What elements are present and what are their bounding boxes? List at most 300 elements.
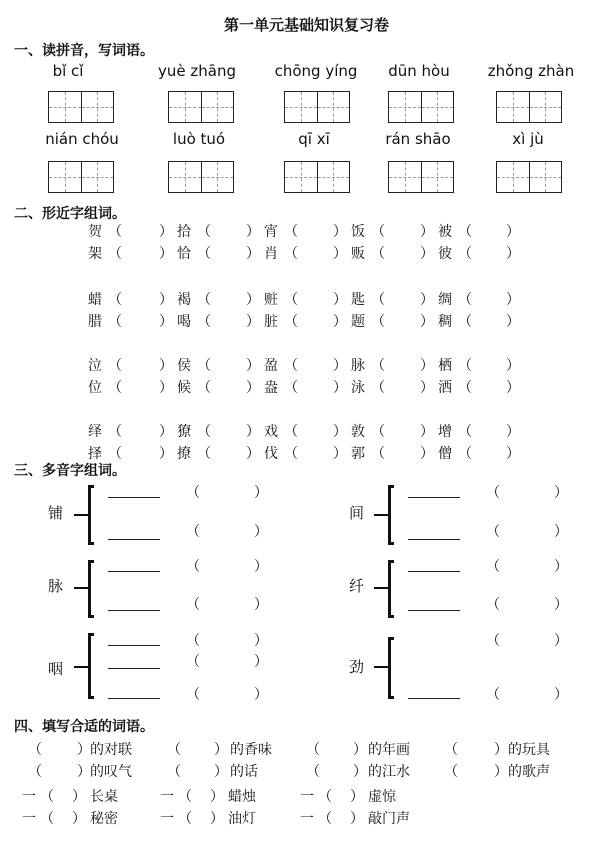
pinyin-5: zhǒng zhàn xyxy=(487,62,575,80)
similar-char: 伐 xyxy=(264,446,278,462)
brace-hook xyxy=(388,485,394,488)
answer-line[interactable] xyxy=(408,698,460,699)
paren-open: （ xyxy=(486,687,500,703)
paren-open: （ xyxy=(108,358,122,374)
answer-blank[interactable] xyxy=(298,221,333,239)
paren-open: （ xyxy=(458,358,472,374)
brace-stem xyxy=(74,666,88,668)
paren-close: ） xyxy=(554,485,568,501)
paren-open: （ xyxy=(284,292,298,308)
answer-blank[interactable] xyxy=(385,355,420,373)
paren-close: ） xyxy=(420,224,434,240)
paren-open: （ xyxy=(40,811,54,827)
paren-open: （ xyxy=(284,358,298,374)
answer-line[interactable] xyxy=(108,610,160,611)
similar-char: 拾 xyxy=(177,224,191,240)
answer-blank[interactable] xyxy=(298,355,333,373)
answer-blank[interactable] xyxy=(122,355,159,373)
paren-close: ） xyxy=(333,224,347,240)
yi-char: 一 xyxy=(22,811,36,827)
brace-stem xyxy=(374,587,388,589)
answer-line[interactable] xyxy=(108,698,160,699)
paren-open: （ xyxy=(318,789,332,805)
paren-close: ） xyxy=(246,358,260,374)
writing-box[interactable] xyxy=(168,91,234,123)
paren-open: （ xyxy=(284,380,298,396)
answer-blank[interactable] xyxy=(320,761,353,779)
similar-char: 褐 xyxy=(177,292,191,308)
paren-open: （ xyxy=(444,764,458,780)
similar-char: 择 xyxy=(88,446,102,462)
similar-char: 题 xyxy=(351,314,365,330)
similar-char: 饭 xyxy=(351,224,365,240)
paren-close: ） xyxy=(494,742,508,758)
answer-line[interactable] xyxy=(108,645,160,646)
yi-char: 一 xyxy=(22,789,36,805)
answer-blank[interactable] xyxy=(298,289,333,307)
paren-open: （ xyxy=(108,380,122,396)
paren-close: ） xyxy=(210,789,224,805)
pinyin-1: bǐ cǐ xyxy=(52,62,84,80)
paren-open: （ xyxy=(486,524,500,540)
brace-hook xyxy=(88,696,94,699)
paren-open: （ xyxy=(371,358,385,374)
answer-blank[interactable] xyxy=(472,377,506,395)
paren-open: （ xyxy=(444,742,458,758)
answer-blank[interactable] xyxy=(472,221,506,239)
answer-blank[interactable] xyxy=(122,421,159,439)
answer-blank[interactable] xyxy=(472,443,506,461)
paren-close: ） xyxy=(420,292,434,308)
answer-line[interactable] xyxy=(108,497,160,498)
paren-close: ） xyxy=(159,446,173,462)
phrase-text: 虚惊 xyxy=(368,789,396,805)
paren-open: （ xyxy=(371,224,385,240)
similar-char: 架 xyxy=(88,246,102,262)
brace-stem xyxy=(374,666,388,668)
paren-close: ） xyxy=(246,246,260,262)
paren-close: ） xyxy=(159,246,173,262)
paren-close: ） xyxy=(350,789,364,805)
paren-close: ） xyxy=(353,742,367,758)
paren-open: （ xyxy=(371,314,385,330)
similar-char: 栖 xyxy=(438,358,452,374)
answer-line[interactable] xyxy=(408,539,460,540)
answer-blank[interactable] xyxy=(42,761,77,779)
phrase-text: 长桌 xyxy=(90,789,118,805)
similar-char: 侯 xyxy=(177,358,191,374)
answer-line[interactable] xyxy=(108,571,160,572)
similar-char: 腊 xyxy=(88,314,102,330)
paren-open: （ xyxy=(197,424,211,440)
phrase-text: 的玩具 xyxy=(508,742,550,758)
paren-close: ） xyxy=(214,742,228,758)
phrase-text: 蜡烛 xyxy=(228,789,256,805)
paren-close: ） xyxy=(254,654,268,670)
answer-blank[interactable] xyxy=(298,421,333,439)
phrase-text: 油灯 xyxy=(228,811,256,827)
answer-blank[interactable] xyxy=(458,739,494,757)
paren-open: （ xyxy=(167,742,181,758)
pinyin-2: yuè zhāng xyxy=(158,62,236,80)
similar-char: 郭 xyxy=(351,446,365,462)
section-2-heading: 二、形近字组词。 xyxy=(14,206,126,222)
yi-char: 一 xyxy=(300,789,314,805)
similar-char: 匙 xyxy=(351,292,365,308)
writing-box[interactable] xyxy=(388,91,454,123)
paren-open: （ xyxy=(108,292,122,308)
brace xyxy=(388,560,391,618)
writing-box[interactable] xyxy=(496,161,562,193)
paren-close: ） xyxy=(159,224,173,240)
paren-close: ） xyxy=(254,485,268,501)
answer-blank[interactable] xyxy=(211,311,246,329)
answer-blank[interactable] xyxy=(472,243,506,261)
paren-open: （ xyxy=(458,446,472,462)
paren-close: ） xyxy=(254,597,268,613)
paren-open: （ xyxy=(167,764,181,780)
pinyin-9: rán shāo xyxy=(385,130,451,148)
answer-blank[interactable] xyxy=(332,786,350,804)
answer-blank[interactable] xyxy=(122,443,159,461)
phrase-text: 的香味 xyxy=(230,742,272,758)
brace-hook xyxy=(388,637,394,640)
paren-open: （ xyxy=(284,446,298,462)
duoyin-char: 间 xyxy=(349,504,365,522)
section-4-heading: 四、填写合适的词语。 xyxy=(14,719,154,735)
paren-close: ） xyxy=(494,764,508,780)
duoyin-char: 铺 xyxy=(48,504,64,522)
paren-open: （ xyxy=(28,764,42,780)
paren-close: ） xyxy=(333,446,347,462)
paren-close: ） xyxy=(350,811,364,827)
paren-open: （ xyxy=(486,633,500,649)
brace xyxy=(88,485,91,545)
paren-close: ） xyxy=(554,687,568,703)
answer-blank[interactable] xyxy=(211,289,246,307)
paren-open: （ xyxy=(197,292,211,308)
paren-open: （ xyxy=(458,292,472,308)
section-1-heading: 一、读拼音，写词语。 xyxy=(14,43,154,59)
pinyin-7: luò tuó xyxy=(172,130,226,148)
answer-blank[interactable] xyxy=(122,377,159,395)
paren-close: ） xyxy=(554,524,568,540)
paren-open: （ xyxy=(306,764,320,780)
phrase-text: 的叹气 xyxy=(90,764,132,780)
answer-line[interactable] xyxy=(408,497,460,498)
paren-close: ） xyxy=(506,380,520,396)
paren-open: （ xyxy=(197,246,211,262)
paren-close: ） xyxy=(246,446,260,462)
paren-close: ） xyxy=(506,358,520,374)
brace-hook xyxy=(88,542,94,545)
paren-close: ） xyxy=(420,380,434,396)
page-title: 第一单元基础知识复习卷 xyxy=(223,16,389,34)
paren-open: （ xyxy=(197,358,211,374)
similar-char: 彼 xyxy=(438,246,452,262)
paren-open: （ xyxy=(186,597,200,613)
paren-close: ） xyxy=(333,380,347,396)
duoyin-char: 劲 xyxy=(349,658,365,676)
brace-hook xyxy=(88,560,94,563)
answer-blank[interactable] xyxy=(122,289,159,307)
similar-char: 泳 xyxy=(351,380,365,396)
paren-open: （ xyxy=(318,811,332,827)
answer-blank[interactable] xyxy=(298,311,333,329)
paren-open: （ xyxy=(197,314,211,330)
phrase-text: 的话 xyxy=(230,764,258,780)
similar-char: 撩 xyxy=(177,446,191,462)
pinyin-8: qī xī xyxy=(298,130,330,148)
answer-blank[interactable] xyxy=(298,443,333,461)
paren-close: ） xyxy=(246,292,260,308)
paren-close: ） xyxy=(214,764,228,780)
similar-char: 洒 xyxy=(438,380,452,396)
writing-box[interactable] xyxy=(168,161,234,193)
yi-char: 一 xyxy=(300,811,314,827)
similar-char: 绎 xyxy=(88,424,102,440)
paren-open: （ xyxy=(371,292,385,308)
section-3-heading: 三、多音字组词。 xyxy=(14,463,126,479)
writing-box[interactable] xyxy=(284,91,350,123)
paren-open: （ xyxy=(486,559,500,575)
answer-blank[interactable] xyxy=(472,421,506,439)
paren-close: ） xyxy=(159,314,173,330)
paren-close: ） xyxy=(506,424,520,440)
answer-blank[interactable] xyxy=(122,221,159,239)
similar-char: 戏 xyxy=(264,424,278,440)
paren-close: ） xyxy=(159,424,173,440)
similar-char: 盎 xyxy=(264,380,278,396)
paren-close: ） xyxy=(420,246,434,262)
paren-open: （ xyxy=(371,380,385,396)
answer-line[interactable] xyxy=(408,571,460,572)
paren-close: ） xyxy=(72,789,86,805)
paren-close: ） xyxy=(254,559,268,575)
paren-close: ） xyxy=(506,314,520,330)
writing-box[interactable] xyxy=(48,91,114,123)
paren-close: ） xyxy=(420,424,434,440)
paren-close: ） xyxy=(159,358,173,374)
answer-blank[interactable] xyxy=(181,739,214,757)
answer-blank[interactable] xyxy=(54,808,72,826)
answer-blank[interactable] xyxy=(181,761,214,779)
similar-char: 喝 xyxy=(177,314,191,330)
brace-hook xyxy=(88,485,94,488)
answer-blank[interactable] xyxy=(385,421,420,439)
paren-open: （ xyxy=(178,789,192,805)
answer-blank[interactable] xyxy=(385,377,420,395)
writing-box[interactable] xyxy=(284,161,350,193)
paren-open: （ xyxy=(108,314,122,330)
similar-char: 肖 xyxy=(264,246,278,262)
paren-close: ） xyxy=(554,597,568,613)
paren-open: （ xyxy=(197,446,211,462)
duoyin-char: 脉 xyxy=(48,577,64,595)
yi-char: 一 xyxy=(160,789,174,805)
similar-char: 脉 xyxy=(351,358,365,374)
similar-char: 候 xyxy=(177,380,191,396)
similar-char: 獠 xyxy=(177,424,191,440)
writing-box[interactable] xyxy=(48,161,114,193)
paren-open: （ xyxy=(186,524,200,540)
brace xyxy=(88,633,91,699)
phrase-text: 的对联 xyxy=(90,742,132,758)
answer-blank[interactable] xyxy=(211,243,246,261)
paren-open: （ xyxy=(306,742,320,758)
similar-char: 僧 xyxy=(438,446,452,462)
similar-char: 赃 xyxy=(264,292,278,308)
paren-open: （ xyxy=(186,559,200,575)
similar-char: 贺 xyxy=(88,224,102,240)
writing-box[interactable] xyxy=(388,161,454,193)
brace-stem xyxy=(374,514,388,516)
answer-blank[interactable] xyxy=(458,761,494,779)
paren-close: ） xyxy=(246,424,260,440)
paren-open: （ xyxy=(108,424,122,440)
paren-open: （ xyxy=(486,485,500,501)
paren-close: ） xyxy=(506,246,520,262)
paren-close: ） xyxy=(333,292,347,308)
paren-open: （ xyxy=(284,314,298,330)
answer-blank[interactable] xyxy=(472,355,506,373)
answer-blank[interactable] xyxy=(211,355,246,373)
paren-open: （ xyxy=(458,380,472,396)
paren-close: ） xyxy=(246,314,260,330)
answer-blank[interactable] xyxy=(385,243,420,261)
paren-open: （ xyxy=(371,424,385,440)
similar-char: 敦 xyxy=(351,424,365,440)
answer-blank[interactable] xyxy=(385,443,420,461)
answer-blank[interactable] xyxy=(298,377,333,395)
paren-open: （ xyxy=(284,424,298,440)
answer-blank[interactable] xyxy=(320,739,353,757)
answer-blank[interactable] xyxy=(122,311,159,329)
brace-hook xyxy=(388,542,394,545)
paren-close: ） xyxy=(506,224,520,240)
similar-char: 蜡 xyxy=(88,292,102,308)
paren-close: ） xyxy=(254,633,268,649)
answer-blank[interactable] xyxy=(298,243,333,261)
answer-blank[interactable] xyxy=(211,443,246,461)
writing-box[interactable] xyxy=(496,91,562,123)
answer-blank[interactable] xyxy=(211,421,246,439)
paren-close: ） xyxy=(333,424,347,440)
similar-char: 泣 xyxy=(88,358,102,374)
paren-open: （ xyxy=(458,424,472,440)
answer-blank[interactable] xyxy=(122,243,159,261)
paren-open: （ xyxy=(108,446,122,462)
paren-close: ） xyxy=(554,633,568,649)
answer-blank[interactable] xyxy=(472,311,506,329)
pinyin-10: xì jù xyxy=(512,130,544,148)
brace xyxy=(388,637,391,699)
brace-hook xyxy=(388,696,394,699)
paren-close: ） xyxy=(353,764,367,780)
answer-blank[interactable] xyxy=(472,289,506,307)
duoyin-char: 纤 xyxy=(349,577,365,595)
similar-char: 被 xyxy=(438,224,452,240)
pinyin-6: nián chóu xyxy=(45,130,119,148)
paren-close: ） xyxy=(333,246,347,262)
paren-close: ） xyxy=(506,292,520,308)
paren-open: （ xyxy=(284,246,298,262)
duoyin-char: 咽 xyxy=(48,660,64,678)
phrase-text: 秘密 xyxy=(90,811,118,827)
yi-char: 一 xyxy=(160,811,174,827)
paren-open: （ xyxy=(186,654,200,670)
answer-line[interactable] xyxy=(408,610,460,611)
paren-open: （ xyxy=(458,224,472,240)
paren-open: （ xyxy=(186,633,200,649)
answer-blank[interactable] xyxy=(192,808,210,826)
answer-blank[interactable] xyxy=(192,786,210,804)
similar-char: 绸 xyxy=(438,292,452,308)
similar-char: 恰 xyxy=(177,246,191,262)
brace-hook xyxy=(88,633,94,636)
paren-close: ） xyxy=(554,559,568,575)
paren-open: （ xyxy=(284,224,298,240)
brace-hook xyxy=(388,615,394,618)
brace xyxy=(88,560,91,618)
paren-open: （ xyxy=(108,246,122,262)
answer-line[interactable] xyxy=(108,668,160,669)
paren-close: ） xyxy=(159,292,173,308)
paren-close: ） xyxy=(333,314,347,330)
paren-open: （ xyxy=(458,246,472,262)
answer-blank[interactable] xyxy=(211,377,246,395)
paren-close: ） xyxy=(506,446,520,462)
paren-open: （ xyxy=(458,314,472,330)
paren-open: （ xyxy=(371,446,385,462)
answer-blank[interactable] xyxy=(385,311,420,329)
answer-line[interactable] xyxy=(108,539,160,540)
answer-blank[interactable] xyxy=(54,786,72,804)
paren-open: （ xyxy=(371,246,385,262)
brace-hook xyxy=(388,560,394,563)
brace xyxy=(388,485,391,545)
similar-char: 稠 xyxy=(438,314,452,330)
paren-open: （ xyxy=(108,224,122,240)
phrase-text: 的歌声 xyxy=(508,764,550,780)
similar-char: 位 xyxy=(88,380,102,396)
answer-blank[interactable] xyxy=(42,739,77,757)
paren-close: ） xyxy=(72,811,86,827)
answer-blank[interactable] xyxy=(385,289,420,307)
answer-blank[interactable] xyxy=(332,808,350,826)
similar-char: 盈 xyxy=(264,358,278,374)
pinyin-4: dūn hòu xyxy=(388,62,450,80)
paren-open: （ xyxy=(197,224,211,240)
paren-close: ） xyxy=(420,314,434,330)
paren-close: ） xyxy=(246,224,260,240)
paren-close: ） xyxy=(159,380,173,396)
paren-close: ） xyxy=(420,358,434,374)
paren-close: ） xyxy=(77,742,91,758)
answer-blank[interactable] xyxy=(385,221,420,239)
paren-close: ） xyxy=(210,811,224,827)
similar-char: 脏 xyxy=(264,314,278,330)
paren-open: （ xyxy=(186,687,200,703)
paren-open: （ xyxy=(197,380,211,396)
answer-blank[interactable] xyxy=(211,221,246,239)
similar-char: 增 xyxy=(438,424,452,440)
brace-hook xyxy=(88,615,94,618)
paren-close: ） xyxy=(420,446,434,462)
brace-stem xyxy=(74,587,88,589)
paren-close: ） xyxy=(333,358,347,374)
phrase-text: 的年画 xyxy=(368,742,410,758)
